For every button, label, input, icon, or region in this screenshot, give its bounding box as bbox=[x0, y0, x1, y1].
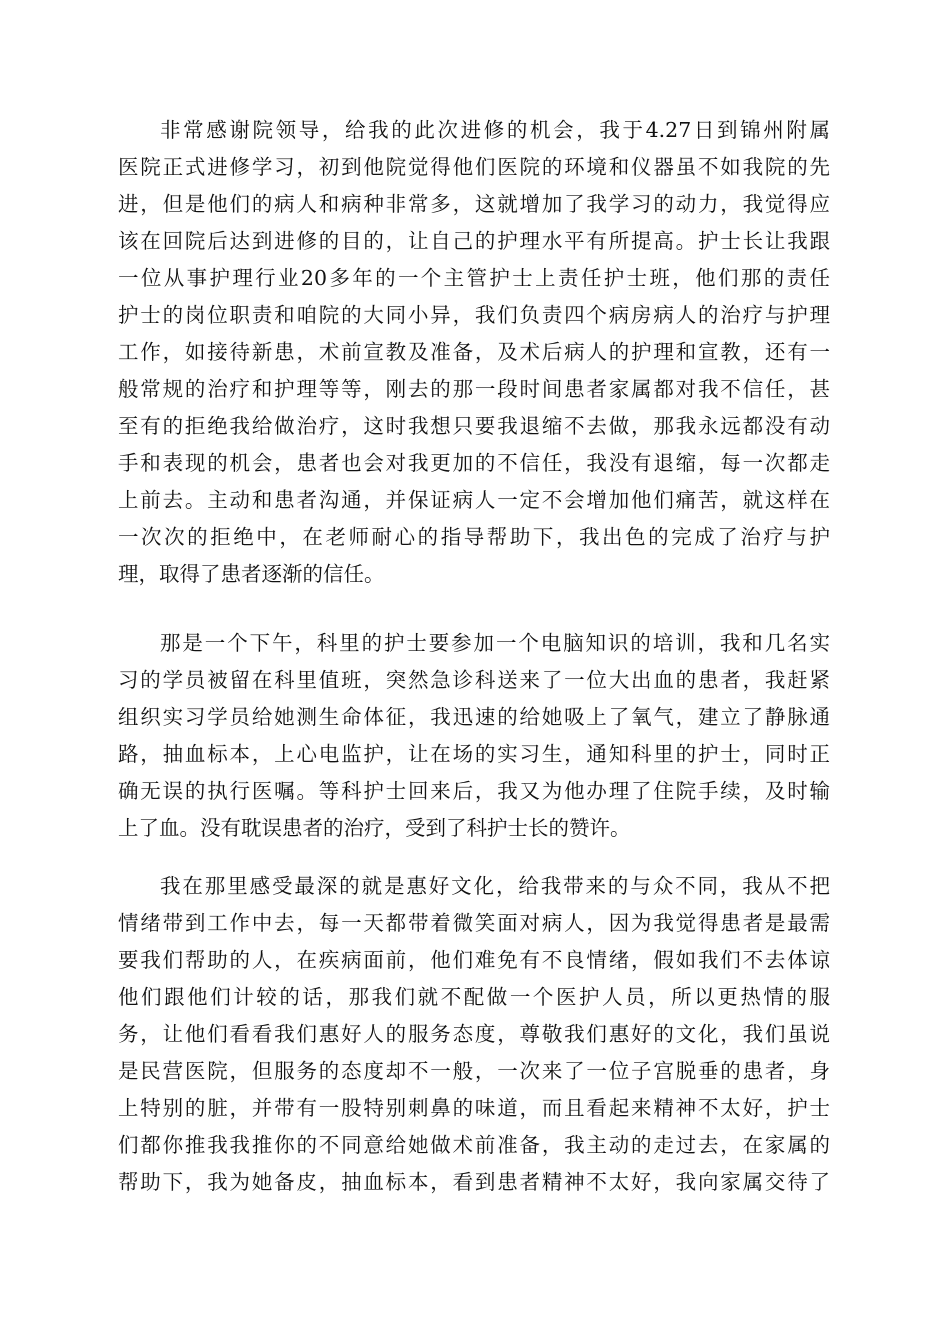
paragraph-line: 是民营医院，但服务的态度却不一般，一次来了一位子宫脱垂的患者，身 bbox=[118, 1059, 830, 1083]
paragraph-2 bbox=[118, 625, 830, 847]
paragraph-line: 情绪带到工作中去，每一天都带着微笑面对病人，因为我觉得患者是最需 bbox=[118, 911, 830, 935]
paragraph-line: 帮助下，我为她备皮，抽血标本，看到患者精神不太好，我向家属交待了 bbox=[118, 1170, 830, 1194]
paragraph-line: 组织实习学员给她测生命体征，我迅速的给她吸上了氧气，建立了静脉通 bbox=[118, 705, 830, 729]
paragraph-line: 上特别的脏，并带有一股特别刺鼻的味道，而且看起来精神不太好，护士 bbox=[118, 1096, 830, 1120]
paragraph-line: 确无误的执行医嘱。等科护士回来后，我又为他办理了住院手续，及时输 bbox=[118, 779, 830, 803]
paragraph-line: 该在回院后达到进修的目的，让自己的护理水平有所提高。护士长让我跟 bbox=[118, 229, 830, 253]
paragraph-line: 至有的拒绝我给做治疗，这时我想只要我退缩不去做，那我永远都没有动 bbox=[118, 414, 830, 438]
paragraph-line: 路，抽血标本，上心电监护，让在场的实习生，通知科里的护士，同时正 bbox=[118, 742, 830, 766]
paragraph-line: 要我们帮助的人，在疾病面前，他们难免有不良情绪，假如我们不去体谅 bbox=[118, 948, 830, 972]
paragraph-line: 工作，如接待新患，术前宣教及准备，及术后病人的护理和宣教，还有一 bbox=[118, 340, 830, 364]
paragraph-line: 上了血。没有耽误患者的治疗，受到了科护士长的赞许。 bbox=[118, 816, 631, 840]
paragraph-line: 般常规的治疗和护理等等，刚去的那一段时间患者家属都对我不信任，甚 bbox=[118, 377, 830, 401]
paragraph-line: 理，取得了患者逐渐的信任。 bbox=[118, 562, 385, 586]
paragraph-line: 手和表现的机会，患者也会对我更加的不信任，我没有退缩，每一次都走 bbox=[118, 451, 830, 475]
paragraph-line: 上前去。主动和患者沟通，并保证病人一定不会增加他们痛苦，就这样在 bbox=[118, 488, 830, 512]
paragraph-line: 他们跟他们计较的话，那我们就不配做一个医护人员，所以更热情的服 bbox=[118, 985, 830, 1009]
paragraph-line: 们都你推我我推你的不同意给她做术前准备，我主动的走过去，在家属的 bbox=[118, 1133, 830, 1157]
paragraph-line: 我在那里感受最深的就是惠好文化，给我带来的与众不同，我从不把 bbox=[160, 874, 830, 898]
paragraph-line: 一次次的拒绝中，在老师耐心的指导帮助下，我出色的完成了治疗与护 bbox=[118, 525, 830, 549]
paragraph-line: 那是一个下午，科里的护士要参加一个电脑知识的培训，我和几名实 bbox=[160, 631, 830, 655]
paragraph-line: 务，让他们看看我们惠好人的服务态度，尊敬我们惠好的文化，我们虽说 bbox=[118, 1022, 830, 1046]
paragraph-line: 护士的岗位职责和咱院的大同小异，我们负责四个病房病人的治疗与护理 bbox=[118, 303, 830, 327]
paragraph-3 bbox=[118, 868, 830, 1201]
paragraph-line: 医院正式进修学习，初到他院觉得他们医院的环境和仪器虽不如我院的先 bbox=[118, 155, 830, 179]
paragraph-line: 习的学员被留在科里值班，突然急诊科送来了一位大出血的患者，我赶紧 bbox=[118, 668, 830, 692]
paragraph-1 bbox=[118, 112, 830, 593]
paragraph-line: 进，但是他们的病人和病种非常多，这就增加了我学习的动力，我觉得应 bbox=[118, 192, 830, 216]
paragraph-line: 一位从事护理行业20多年的一个主管护士上责任护士班，他们那的责任 bbox=[118, 266, 830, 290]
paragraph-line: 非常感谢院领导，给我的此次进修的机会，我于4.27日到锦州附属 bbox=[160, 118, 830, 142]
